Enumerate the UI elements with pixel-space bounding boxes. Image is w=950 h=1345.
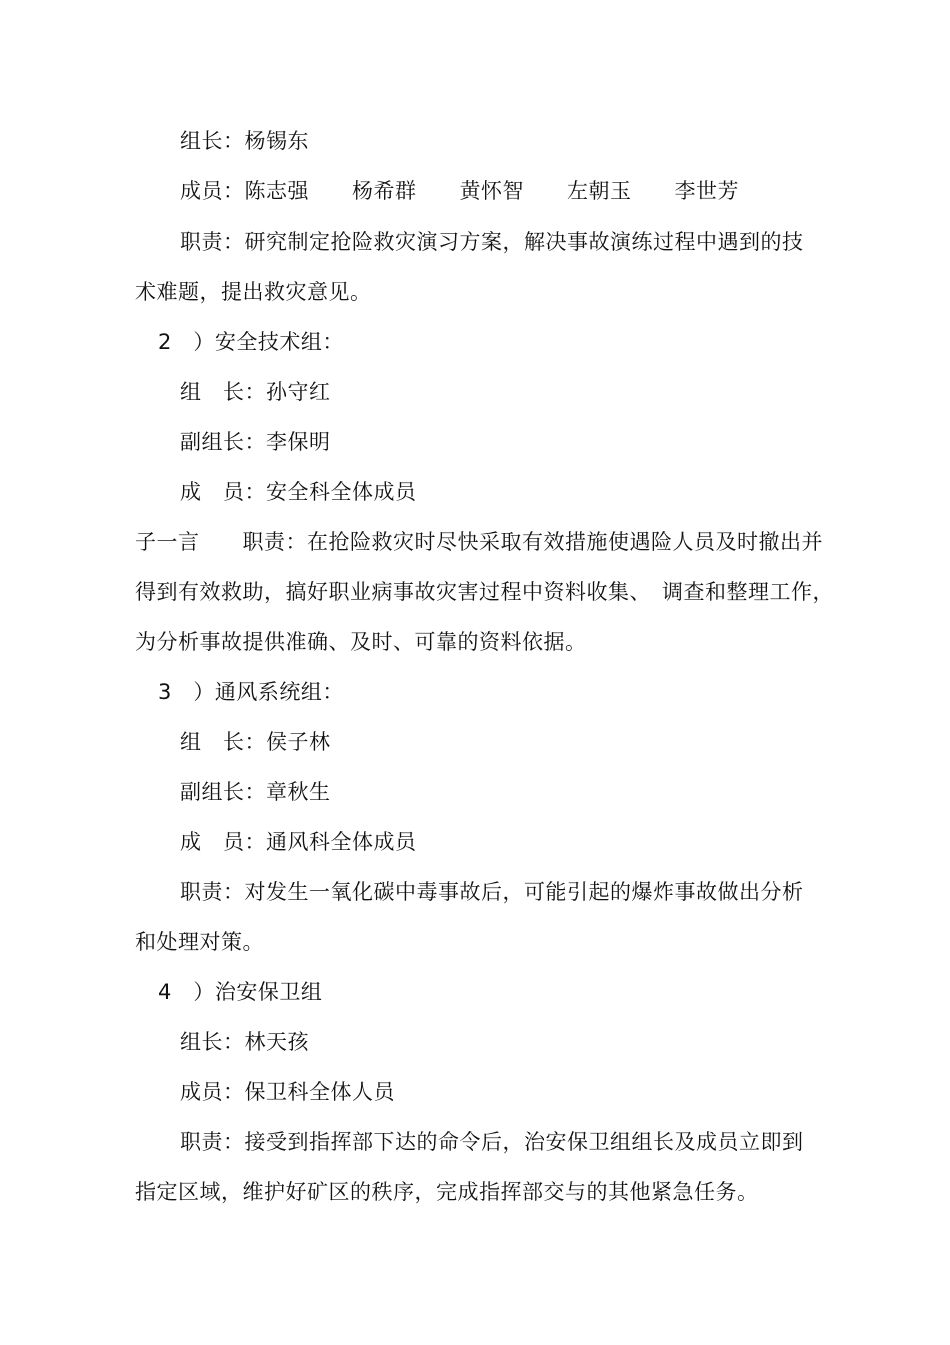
members-line-3: 成 员：通风科全体成员 (180, 830, 417, 854)
deputy-leader-line-2: 副组长：李保明 (180, 430, 331, 454)
section-heading-3: 3 ）通风系统组： (158, 680, 344, 704)
leader-line-4: 组长：林天孩 (180, 1030, 309, 1054)
section-heading-2: 2 ）安全技术组： (158, 330, 344, 354)
section-heading-4: 4 ）治安保卫组 (158, 980, 323, 1004)
duty-line-2b: 得到有效救助，搞好职业病事故灾害过程中资料收集、 调查和整理工作， (135, 580, 834, 604)
duty-line-3b: 和处理对策。 (135, 930, 264, 954)
duty-line-1a: 职责：研究制定抢险救灾演习方案，解决事故演练过程中遇到的技 (180, 230, 804, 254)
duty-line-2c: 为分析事故提供准确、及时、可靠的资料依据。 (135, 630, 587, 654)
leader-line-2: 组 长：孙守红 (180, 380, 331, 404)
duty-line-4b: 指定区域，维护好矿区的秩序，完成指挥部交与的其他紧急任务。 (135, 1180, 759, 1204)
deputy-leader-line-3: 副组长：章秋生 (180, 780, 331, 804)
members-line-4: 成员：保卫科全体人员 (180, 1080, 395, 1104)
duty-line-2a: 子一言 职责：在抢险救灾时尽快采取有效措施使遇险人员及时撤出并 (135, 530, 823, 554)
duty-line-3a: 职责：对发生一氧化碳中毒事故后，可能引起的爆炸事故做出分析 (180, 880, 804, 904)
members-line-2: 成 员：安全科全体成员 (180, 480, 417, 504)
duty-line-1b: 术难题，提出救灾意见。 (135, 280, 372, 304)
members-line-1: 成员：陈志强 杨希群 黄怀智 左朝玉 李世芳 (180, 179, 739, 203)
leader-line-3: 组 长：侯子林 (180, 730, 331, 754)
leader-line-1: 组长：杨锡东 (180, 129, 309, 153)
duty-line-4a: 职责：接受到指挥部下达的命令后，治安保卫组组长及成员立即到 (180, 1130, 804, 1154)
